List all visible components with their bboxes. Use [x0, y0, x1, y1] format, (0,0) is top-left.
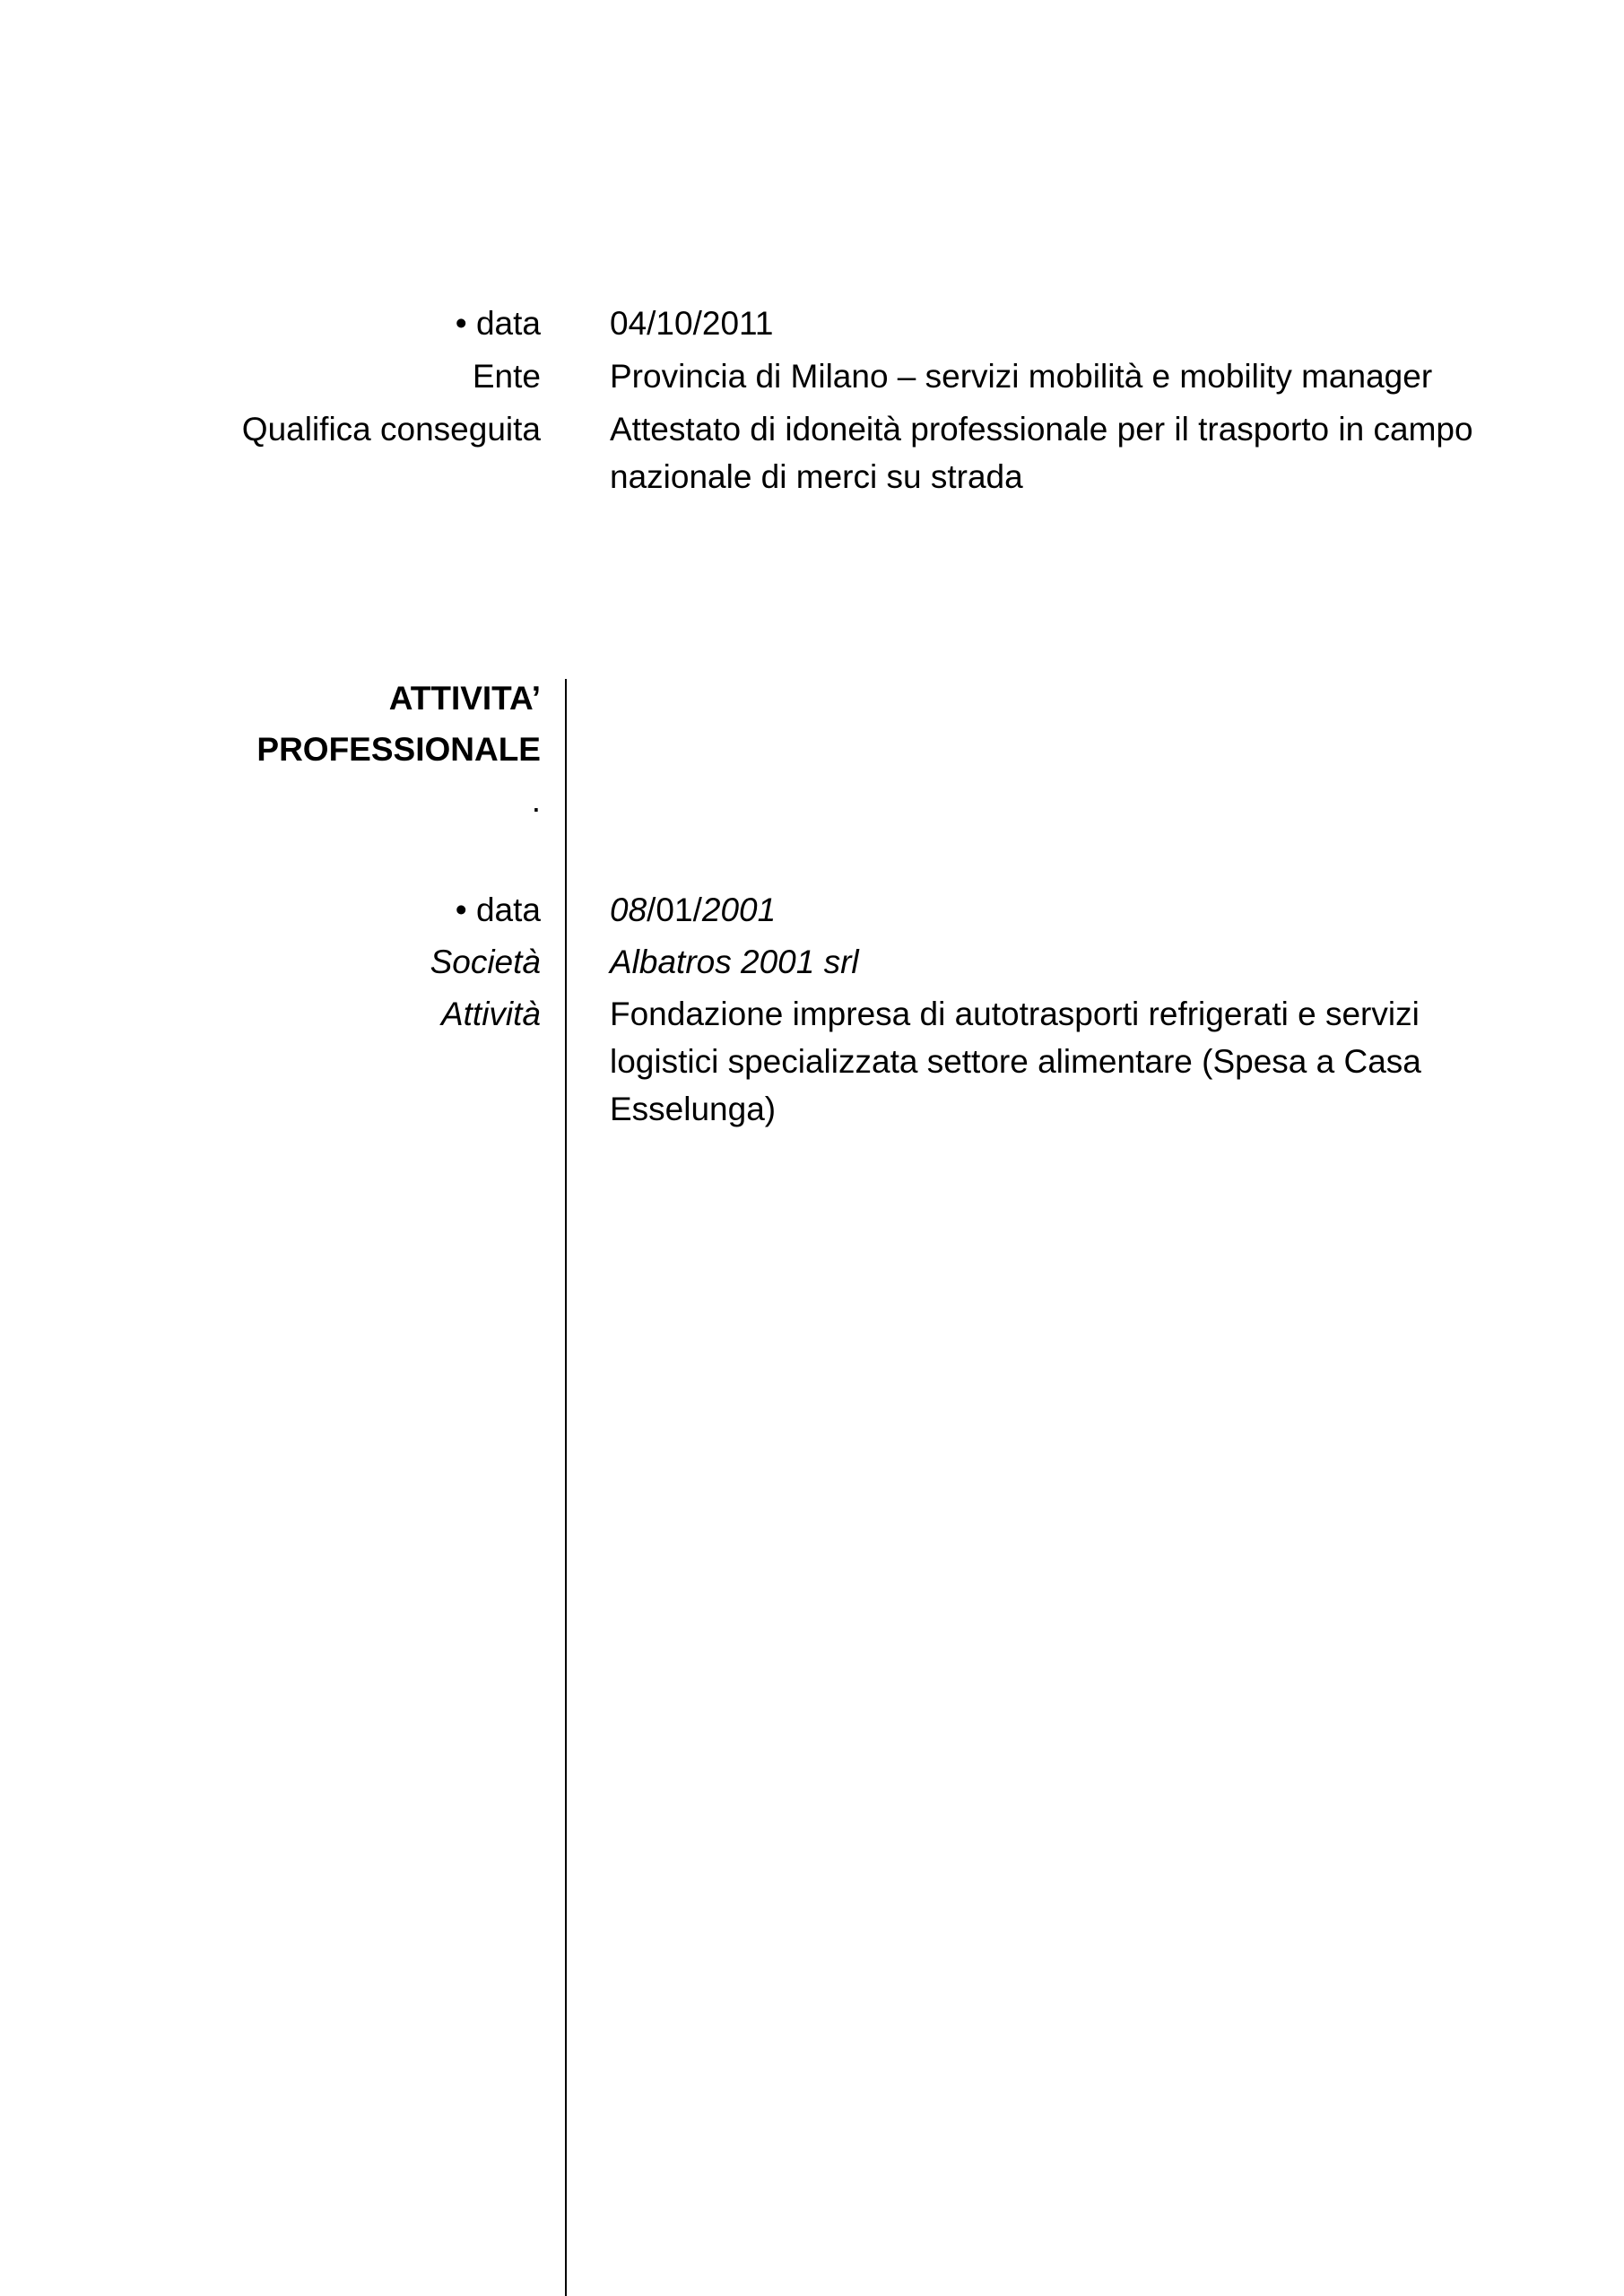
date-value-year: 2001 [701, 891, 777, 928]
training-qualification-value [610, 405, 1560, 500]
section-heading-dot: . [531, 782, 541, 819]
qualification-line-1: Attestato di idoneità professionale per il trasporto in campo [610, 411, 1473, 448]
professional-company-value: Albatros 2001 srl [610, 944, 859, 980]
vertical-divider [565, 679, 567, 2296]
professional-activity-label: Attività [440, 996, 541, 1032]
date-value-month: /01/ [647, 891, 702, 928]
activity-line-2: logistici specializzata settore alimentare (Spesa a Casa [610, 1043, 1421, 1080]
training-qualification-label: Qualifica conseguita [241, 411, 541, 448]
professional-date-value [610, 886, 1560, 934]
section-heading-line-1: ATTIVITA’ [388, 680, 541, 717]
activity-line-1: Fondazione impresa di autotrasporti refrigerati e servizi [610, 996, 1420, 1032]
training-entity-value: Provincia di Milano – servizi mobilità e mobility manager [610, 358, 1433, 395]
professional-company-label: Società [430, 944, 541, 980]
date-value-day: 08 [610, 891, 647, 928]
training-date-value: 04/10/2011 [610, 305, 774, 342]
section-heading [256, 673, 541, 826]
training-entity-label: Ente [472, 358, 541, 395]
activity-line-3: Esselunga) [610, 1091, 777, 1127]
section-heading-line-2: PROFESSIONALE [256, 731, 541, 768]
qualification-line-2: nazionale di merci su strada [610, 458, 1023, 495]
professional-date-label: • data [455, 891, 541, 928]
professional-activity-value [610, 990, 1560, 1133]
training-date-label: • data [455, 305, 541, 342]
